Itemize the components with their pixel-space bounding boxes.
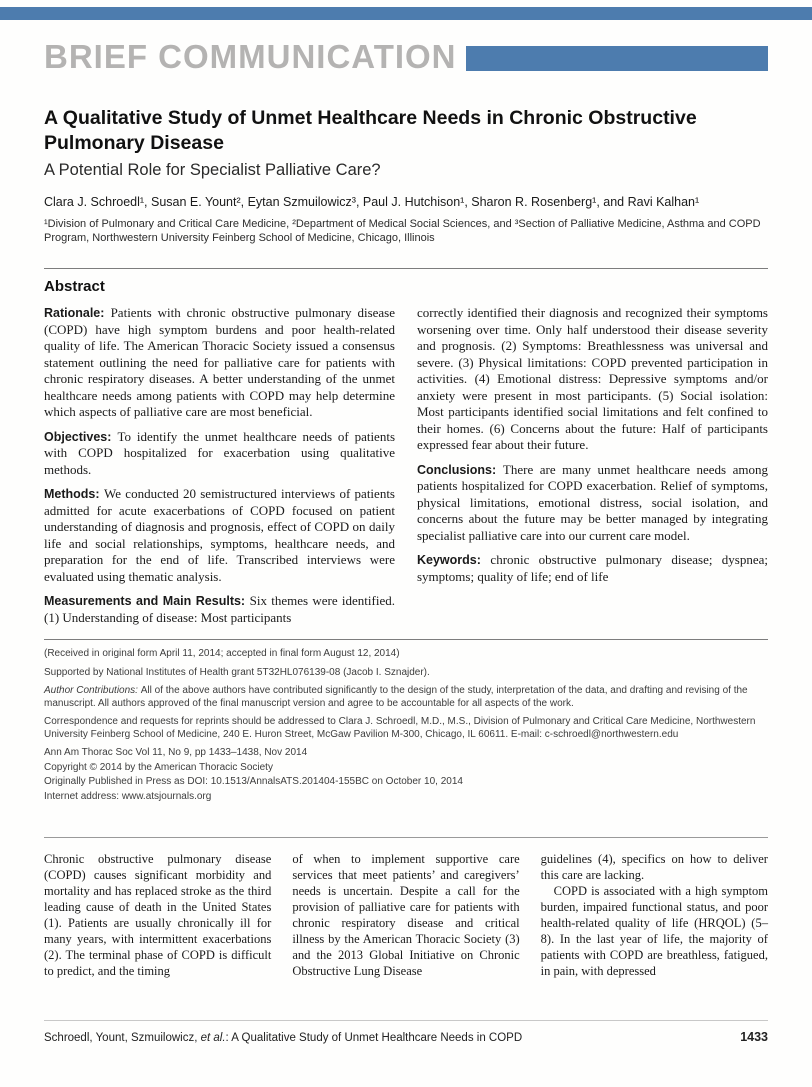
- footnote-text: Supported by National Institutes of Health grant 5T32HL076139-08 (Jacob I. Sznajder).: [44, 666, 430, 678]
- abstract-column-right: [417, 305, 768, 626]
- footnote-copyright: [44, 762, 768, 775]
- body-column-3: [541, 851, 768, 979]
- abstract-paragraph-methods: [44, 486, 395, 585]
- divider-above-abstract: [44, 268, 768, 269]
- divider-above-body: [44, 837, 768, 838]
- divider-below-abstract: [44, 639, 768, 640]
- abstract-paragraph-objectives: [44, 429, 395, 479]
- article-subtitle: A Potential Role for Specialist Palliative Care?: [44, 161, 381, 179]
- footnote-author-contributions: [44, 685, 768, 710]
- body-paragraph: of when to implement supportive care services that meet patients’ and caregivers’ needs is uncertain. Despite a call for the provision of palliative care for patients with chronic respiratory disease and critical illness by the American Thoracic Society (3) and the 2013 Global Initiative on Chronic Obstructive Lung Disease: [292, 852, 520, 978]
- body-column-2: [292, 851, 519, 979]
- abstract: [44, 305, 768, 626]
- author-list: Clara J. Schroedl¹, Susan E. Yount², Eytan Szmuilowicz³, Paul J. Hutchison¹, Sharon R. Rosenberg¹, and Ravi Kalhan¹: [44, 195, 700, 209]
- abstract-paragraph-rationale: [44, 305, 395, 421]
- running-title: [44, 1032, 522, 1044]
- footnote-internet-address: [44, 791, 768, 804]
- article-body: [44, 851, 768, 979]
- abstract-section-label: Measurements and Main Results:: [44, 594, 246, 608]
- body-column-1: [44, 851, 271, 979]
- footnote-label: Author Contributions:: [44, 685, 138, 696]
- body-paragraph: Chronic obstructive pulmonary disease (COPD) causes significant morbidity and mortality and has replaced stroke as the third leading cause of death in the United States (1). Patients are usually chronically ill for many years, with intermittent exacerbations (2). The terminal phase of COPD is difficult to predict, and the timing: [44, 852, 272, 978]
- body-paragraph: guidelines (4), specifics on how to deliver this care are lacking.: [540, 852, 768, 882]
- abstract-column-left: [44, 305, 395, 626]
- footnote-text: Correspondence and requests for reprints should be addressed to Clara J. Schroedl, M.D., M.S., Division of Pulmonary and Critical Care Medicine, Northwestern University Feinberg School of Medicine, 240 E. Huron Street, McGaw Pavilion M-300, Chicago, IL 60611. E-mail: c-schroedl@northwestern.edu: [44, 716, 756, 740]
- abstract-paragraph-results-continued: [417, 305, 768, 454]
- footnote-text: (Received in original form April 11, 2014; accepted in final form August 12, 2014): [44, 648, 400, 659]
- abstract-paragraph-keywords: [417, 552, 768, 585]
- top-accent-bar: [0, 7, 812, 20]
- body-paragraph: COPD is associated with a high symptom burden, impaired functional status, and poor health-related quality of life (HRQOL) (5–8). In the last year of life, the majority of patients with COPD are breathless, fatigued, in pain, with depressed: [540, 884, 768, 978]
- footnote-text: Ann Am Thorac Soc Vol 11, No 9, pp 1433–1438, Nov 2014: [44, 747, 308, 758]
- footnote-text: Copyright © 2014 by the American Thoracic Society: [44, 761, 273, 773]
- abstract-section-text: chronic obstructive pulmonary disease; dyspnea; symptoms; quality of life; end of life: [417, 552, 768, 584]
- masthead-accent-box: [466, 46, 768, 71]
- footnote-received: [44, 648, 768, 661]
- abstract-section-text: Six themes were identified. (1) Understanding of disease: Most participants: [44, 593, 395, 625]
- footnote-doi: [44, 776, 768, 789]
- footnote-block: [44, 648, 768, 803]
- footnote-text: All of the above authors have contributed significantly to the design of the study, interpretation of the data, and drafting and revising of the manuscript. All authors approved of the final manuscript version and agree to be accountable for all aspects of the work.: [44, 685, 748, 709]
- abstract-section-label: Methods:: [44, 487, 100, 501]
- footnote-correspondence: [44, 716, 768, 741]
- abstract-section-text: To identify the unmet healthcare needs of patients with COPD hospitalized for exacerbation using qualitative methods.: [44, 428, 395, 477]
- abstract-heading: Abstract: [44, 278, 105, 295]
- abstract-section-text: There are many unmet healthcare needs among patients hospitalized for COPD exacerbation. Relief of symptoms, physical limitations, emotional distress, social isolation, and concerns about the future may be better managed by integrating specialist palliative care into our current care model.: [417, 461, 768, 543]
- article-title: A Qualitative Study of Unmet Healthcare Needs in Chronic Obstructive Pulmonary Disease: [44, 107, 697, 154]
- page-footer: [44, 1020, 768, 1044]
- footnote-text: Originally Published in Press as DOI: 10.1513/AnnalsATS.201404-155BC on October 10, 2014: [44, 776, 463, 787]
- abstract-section-text: correctly identified their diagnosis and recognized their symptoms worsening over time. Only half understood their disease severity and prognosis. (2) Symptoms: Breathlessness was universal and severe. (3) Physical limitations: COPD prevented participation in activities. (4) Emotional distress: Depressive symptoms and/or anxiety were present in most participants. (5) Social isolation: Most participants identified social limitations and felt confined to their homes. (6) Concerns about the future: Half of participants expressed fear about their future.: [417, 305, 768, 452]
- section-type-label: BRIEF COMMUNICATION: [44, 38, 457, 75]
- footnote-text: Internet address: www.atsjournals.org: [44, 790, 212, 802]
- abstract-section-label: Rationale:: [44, 306, 105, 320]
- footnote-support: [44, 667, 768, 680]
- running-authors: Schroedl, Yount, Szmuilowicz,: [44, 1032, 201, 1044]
- masthead: [44, 40, 768, 73]
- running-title-text: : A Qualitative Study of Unmet Healthcare Needs in COPD: [225, 1032, 523, 1044]
- abstract-section-label: Keywords:: [417, 553, 481, 567]
- footnote-citation: [44, 747, 768, 760]
- abstract-paragraph-results: [44, 593, 395, 626]
- affiliations: ¹Division of Pulmonary and Critical Care Medicine, ²Department of Medical Social Sciences, and ³Section of Palliative Medicine, Asthma and COPD Program, Northwestern University Feinberg School of Medicine, Chicago, Illinois: [44, 218, 761, 244]
- abstract-section-label: Objectives:: [44, 429, 112, 444]
- abstract-section-text: Patients with chronic obstructive pulmonary disease (COPD) have high symptom burdens and poor health-related quality of life. The American Thoracic Society issued a consensus statement outlining the need for palliative care for patients with chronic respiratory diseases. A better understanding of the unmet healthcare needs among patients with COPD may help determine which aspects of palliative care are most beneficial.: [44, 305, 395, 419]
- abstract-paragraph-conclusions: [417, 462, 768, 545]
- running-etal: et al.: [200, 1032, 226, 1044]
- page-content: [44, 40, 768, 979]
- abstract-section-label: Conclusions:: [417, 462, 497, 477]
- abstract-section-text: We conducted 20 semistructured interviews of patients admitted for acute exacerbations of COPD focused on patient understanding of diagnosis and prognosis, effect of COPD on daily life and social relationships, symptoms, healthcare needs, and preparation for the end of life. Transcribed interviews were evaluated using thematic analysis.: [44, 486, 395, 584]
- page-number: 1433: [740, 1030, 768, 1044]
